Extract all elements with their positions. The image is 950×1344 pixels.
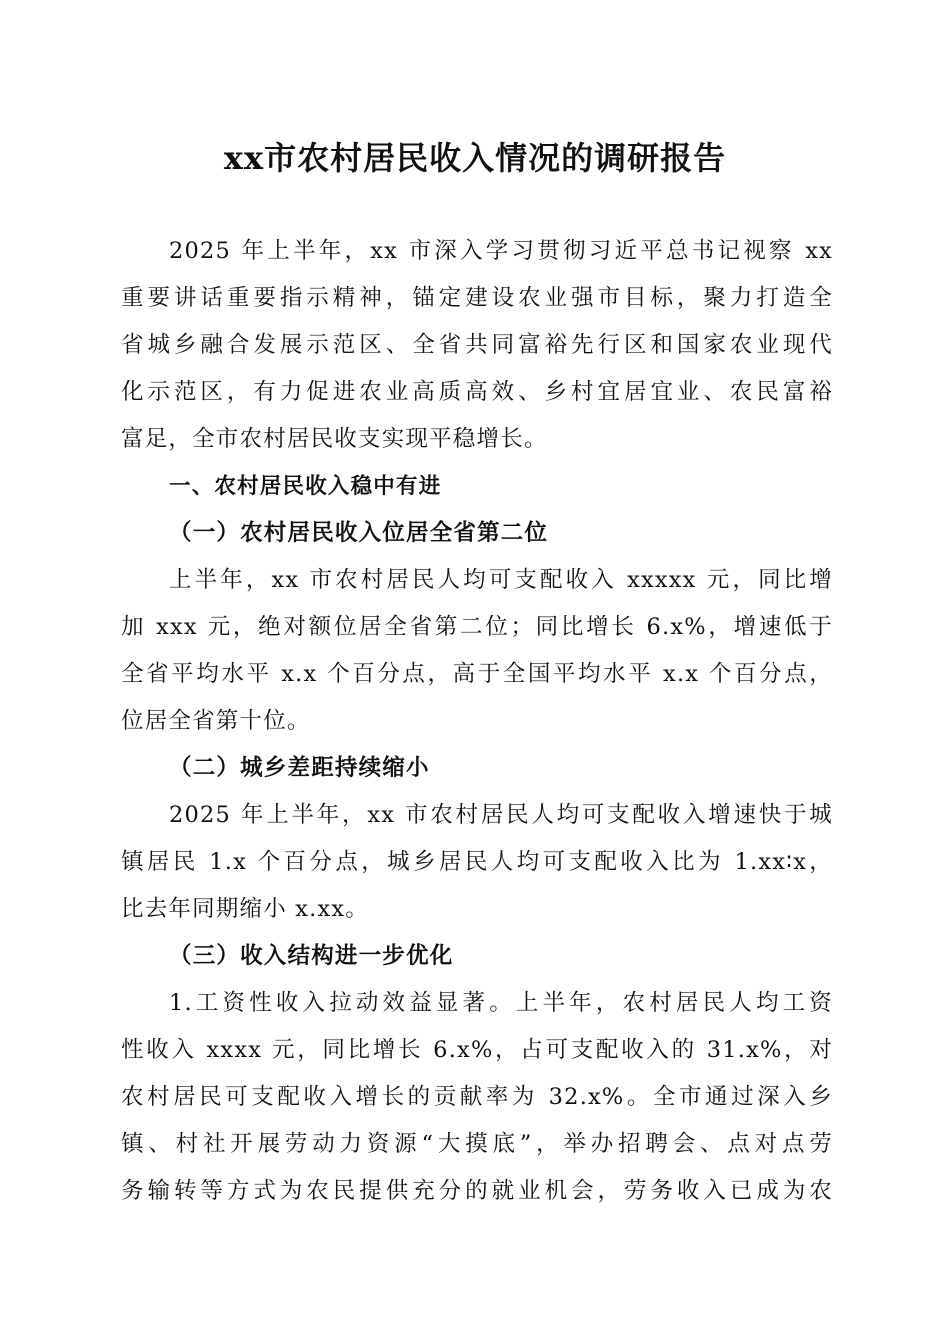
paragraph-line: 务输转等方式为农民提供充分的就业机会，劳务收入已成为农 bbox=[121, 1178, 833, 1204]
paragraph-line: 位居全省第十位。 bbox=[121, 708, 311, 734]
paragraph-line: 镇、村社开展劳动力资源“大摸底”，举办招聘会、点对点劳 bbox=[121, 1131, 833, 1157]
paragraph-line: 化示范区，有力促进农业高质高效、乡村宜居宜业、农民富裕 bbox=[121, 379, 833, 405]
subsection-heading: （三）收入结构进一步优化 bbox=[169, 943, 454, 969]
paragraph-line: 2025 年上半年，xx 市农村居民人均可支配收入增速快于城 bbox=[169, 802, 833, 828]
subsection-heading: （二）城乡差距持续缩小 bbox=[169, 755, 430, 781]
subsection-heading: （一）农村居民收入位居全省第二位 bbox=[169, 520, 549, 546]
paragraph-line: 2025 年上半年，xx 市深入学习贯彻习近平总书记视察 xx bbox=[169, 238, 833, 264]
paragraph-line: 镇居民 1.x 个百分点，城乡居民人均可支配收入比为 1.xx∶x， bbox=[121, 849, 833, 875]
paragraph-line: 农村居民可支配收入增长的贡献率为 32.x%。全市通过深入乡 bbox=[121, 1084, 833, 1110]
document-body bbox=[121, 228, 833, 1215]
paragraph-line: 1.工资性收入拉动效益显著。上半年，农村居民人均工资 bbox=[169, 990, 833, 1016]
paragraph-line: 省城乡融合发展示范区、全省共同富裕先行区和国家农业现代 bbox=[121, 332, 833, 358]
paragraph-line: 全省平均水平 x.x 个百分点，高于全国平均水平 x.x 个百分点， bbox=[121, 661, 833, 687]
paragraph-line: 性收入 xxxx 元，同比增长 6.x%，占可支配收入的 31.x%，对 bbox=[121, 1037, 833, 1063]
paragraph-line: 富足，全市农村居民收支实现平稳增长。 bbox=[121, 426, 548, 452]
paragraph-line: 上半年，xx 市农村居民人均可支配收入 xxxxx 元，同比增 bbox=[169, 567, 833, 593]
paragraph-line: 重要讲话重要指示精神，锚定建设农业强市目标，聚力打造全 bbox=[121, 285, 833, 311]
document-title: xx市农村居民收入情况的调研报告 bbox=[223, 139, 727, 177]
paragraph-line: 加 xxx 元，绝对额位居全省第二位；同比增长 6.x%，增速低于 bbox=[121, 614, 833, 640]
section-heading: 一、农村居民收入稳中有进 bbox=[169, 474, 442, 499]
paragraph-line: 比去年同期缩小 x.xx。 bbox=[121, 896, 369, 922]
